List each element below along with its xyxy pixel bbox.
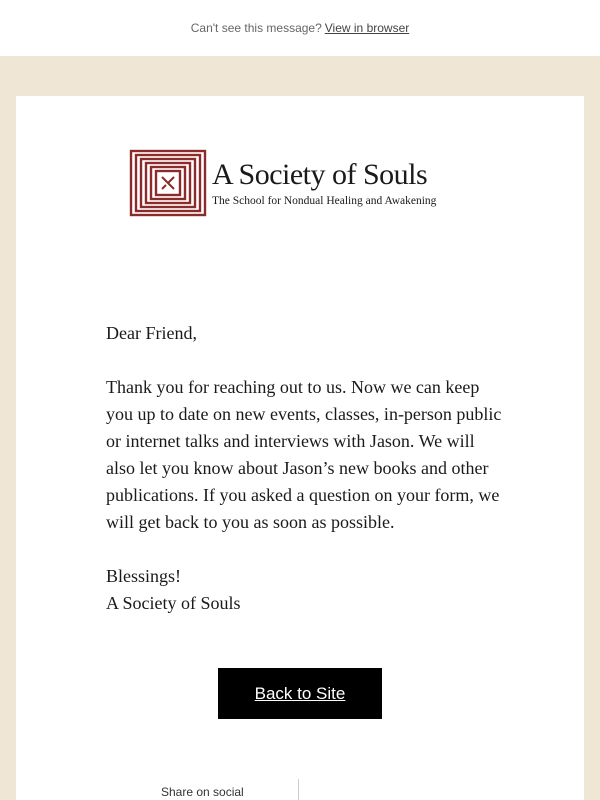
greeting: Dear Friend, (106, 323, 197, 343)
logo-subtitle: The School for Nondual Healing and Awakening (212, 194, 437, 207)
message-body (106, 320, 506, 617)
footer-divider (298, 779, 299, 800)
cant-see-text: Can't see this message? (190, 21, 322, 35)
closing: Blessings! (106, 566, 182, 586)
logo-title: A Society of Souls (212, 157, 428, 191)
signature: A Society of Souls (106, 593, 241, 613)
message-paragraph: Thank you for reaching out to us. Now we can keep you up to date on new events, classes, in-person public or internet talks and interviews with Jason. We will also let you know about Jason’s new books and other publications. If you asked a question on your form, we will get back to you as soon as possible. (106, 377, 502, 532)
share-on-social-label: Share on social (161, 785, 244, 799)
society-of-souls-logo[interactable] (129, 147, 474, 219)
view-in-browser-link[interactable]: View in browser (324, 21, 410, 35)
preheader-bar (0, 0, 600, 56)
back-to-site-button[interactable]: Back to Site (218, 668, 382, 719)
email-card (16, 96, 584, 800)
labyrinth-mark-icon (129, 149, 207, 217)
